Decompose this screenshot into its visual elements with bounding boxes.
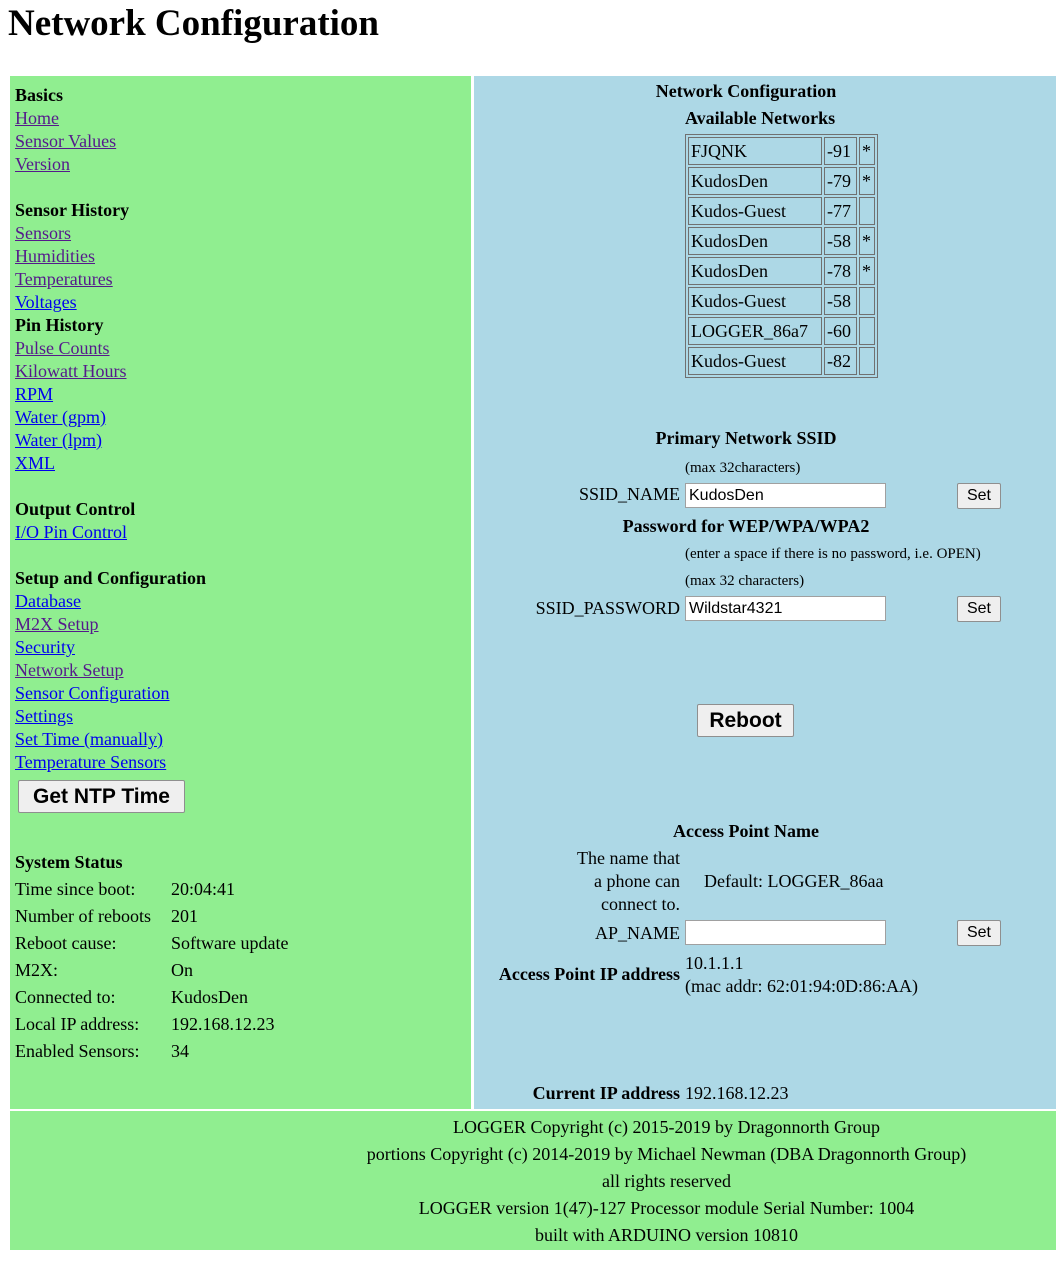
- network-rssi-cell: -60: [824, 317, 857, 345]
- available-networks-heading: Available Networks: [685, 108, 836, 128]
- network-ssid-cell: KudosDen: [688, 227, 822, 255]
- nav-link-set-time-manually[interactable]: Set Time (manually): [15, 729, 163, 749]
- section-heading-setup: Setup and Configuration: [15, 568, 207, 588]
- nav-link-sensor-configuration[interactable]: Sensor Configuration: [15, 683, 170, 703]
- status-value-reboot-cause: Software update: [171, 933, 289, 953]
- status-value-connected: KudosDen: [171, 987, 248, 1007]
- status-heading: System Status: [15, 852, 123, 872]
- nav-link-xml[interactable]: XML: [15, 453, 55, 473]
- footer-build-line: built with ARDUINO version 10810: [535, 1225, 798, 1245]
- main-content: [474, 76, 1056, 1109]
- status-label-local-ip: Local IP address:: [15, 1014, 140, 1034]
- ap-ip-label: Access Point IP address: [498, 964, 680, 984]
- network-rssi-cell: -58: [824, 227, 857, 255]
- footer-version-line: LOGGER version 1(47)-127 Processor module Serial Number: 1004: [418, 1198, 915, 1218]
- status-label-connected: Connected to:: [15, 987, 116, 1007]
- password-note-open: (enter a space if there is no password, i.e. OPEN): [685, 546, 981, 562]
- nav-link-io-pin-control[interactable]: I/O Pin Control: [15, 522, 128, 542]
- ap-description-line-1: The name that: [577, 848, 680, 868]
- nav-link-water-gpm[interactable]: Water (gpm): [15, 407, 107, 427]
- section-heading-pin-history: Pin History: [15, 315, 104, 335]
- footer-rights-line: all rights reserved: [602, 1171, 731, 1191]
- network-ssid-cell: FJQNK: [688, 137, 822, 165]
- network-row: [688, 317, 875, 345]
- nav-link-home[interactable]: Home: [15, 108, 59, 128]
- nav-link-pulse-counts[interactable]: Pulse Counts: [15, 338, 110, 358]
- sidebar: [10, 76, 471, 1109]
- networks-table: [685, 134, 878, 378]
- ssid-name-input[interactable]: [685, 483, 886, 508]
- status-label-enabled-sensors: Enabled Sensors:: [15, 1041, 140, 1061]
- network-rssi-cell: -77: [824, 197, 857, 225]
- nav-link-kilowatt-hours[interactable]: Kilowatt Hours: [15, 361, 127, 381]
- network-rssi-cell: -91: [824, 137, 857, 165]
- network-rssi-cell: -79: [824, 167, 857, 195]
- status-value-time-since-boot: 20:04:41: [171, 879, 236, 899]
- network-row: [688, 197, 875, 225]
- status-value-local-ip: 192.168.12.23: [171, 1014, 275, 1034]
- network-ssid-cell: LOGGER_86a7: [688, 317, 822, 345]
- network-security-cell: [859, 347, 875, 375]
- ssid-set-button[interactable]: Set: [957, 483, 1001, 509]
- network-ssid-cell: KudosDen: [688, 167, 822, 195]
- network-security-cell: *: [859, 167, 875, 195]
- nav-link-network-setup[interactable]: Network Setup: [15, 660, 124, 680]
- status-label-m2x: M2X:: [15, 960, 59, 980]
- password-set-button[interactable]: Set: [957, 596, 1001, 622]
- primary-ssid-heading: Primary Network SSID: [655, 428, 837, 448]
- network-security-cell: [859, 287, 875, 315]
- network-security-cell: *: [859, 257, 875, 285]
- current-ip-value: 192.168.12.23: [685, 1083, 789, 1103]
- section-heading-basics: Basics: [15, 85, 64, 105]
- section-heading-sensor-history: Sensor History: [15, 200, 130, 220]
- ap-name-input[interactable]: [685, 920, 886, 945]
- network-ssid-cell: Kudos-Guest: [688, 197, 822, 225]
- ap-name-set-button[interactable]: Set: [957, 920, 1001, 946]
- nav-link-sensor-values[interactable]: Sensor Values: [15, 131, 117, 151]
- network-security-cell: *: [859, 137, 875, 165]
- network-row: [688, 227, 875, 255]
- status-label-reboots: Number of reboots: [15, 906, 151, 926]
- footer-portions-line: portions Copyright (c) 2014-2019 by Michael Newman (DBA Dragonnorth Group): [366, 1144, 967, 1164]
- nav-link-water-lpm[interactable]: Water (lpm): [15, 430, 103, 450]
- network-security-cell: *: [859, 227, 875, 255]
- ssid-password-input[interactable]: [685, 596, 886, 621]
- page-title: Network Configuration: [8, 3, 380, 44]
- nav-link-version[interactable]: Version: [15, 154, 70, 174]
- section-heading-output-control: Output Control: [15, 499, 136, 519]
- network-rssi-cell: -58: [824, 287, 857, 315]
- get-ntp-time-button[interactable]: Get NTP Time: [18, 780, 185, 813]
- network-row: [688, 347, 875, 375]
- network-rssi-cell: -78: [824, 257, 857, 285]
- footer: [10, 1111, 1056, 1250]
- password-max-note: (max 32 characters): [685, 573, 805, 589]
- network-row: [688, 167, 875, 195]
- status-value-reboots: 201: [171, 906, 198, 926]
- ssid-name-label: SSID_NAME: [578, 484, 680, 504]
- ap-description-line-3: connect to.: [601, 894, 680, 914]
- status-value-enabled-sensors: 34: [171, 1041, 189, 1061]
- ap-mac-address: (mac addr: 62:01:94:0D:86:AA): [685, 976, 918, 996]
- nav-link-database[interactable]: Database: [15, 591, 81, 611]
- access-point-heading: Access Point Name: [673, 821, 819, 841]
- nav-link-sensors[interactable]: Sensors: [15, 223, 72, 243]
- nav-link-rpm[interactable]: RPM: [15, 384, 54, 404]
- main-heading: Network Configuration: [655, 81, 837, 101]
- network-ssid-cell: Kudos-Guest: [688, 347, 822, 375]
- nav-link-temperatures[interactable]: Temperatures: [15, 269, 113, 289]
- password-heading: Password for WEP/WPA/WPA2: [622, 516, 870, 536]
- network-row: [688, 287, 875, 315]
- ap-default-name: Default: LOGGER_86aa: [704, 871, 884, 891]
- nav-link-m2x-setup[interactable]: M2X Setup: [15, 614, 99, 634]
- nav-link-voltages[interactable]: Voltages: [15, 292, 77, 312]
- network-rssi-cell: -82: [824, 347, 857, 375]
- footer-copyright-line: LOGGER Copyright (c) 2015-2019 by Dragonnorth Group: [453, 1117, 880, 1137]
- network-security-cell: [859, 317, 875, 345]
- ssid-password-label: SSID_PASSWORD: [535, 598, 680, 618]
- status-label-time-since-boot: Time since boot:: [15, 879, 136, 899]
- ap-name-label: AP_NAME: [594, 923, 680, 943]
- nav-link-temperature-sensors[interactable]: Temperature Sensors: [15, 752, 167, 772]
- status-label-reboot-cause: Reboot cause:: [15, 933, 117, 953]
- network-row: [688, 257, 875, 285]
- ssid-max-note: (max 32characters): [685, 460, 801, 476]
- reboot-button[interactable]: Reboot: [697, 704, 794, 737]
- ap-description-line-2: a phone can: [594, 871, 680, 891]
- status-value-m2x: On: [171, 960, 193, 980]
- ap-ip-value: 10.1.1.1: [685, 953, 744, 973]
- nav-link-settings[interactable]: Settings: [15, 706, 74, 726]
- network-ssid-cell: Kudos-Guest: [688, 287, 822, 315]
- network-row: [688, 137, 875, 165]
- nav-link-security[interactable]: Security: [15, 637, 75, 657]
- current-ip-label: Current IP address: [532, 1083, 680, 1103]
- network-security-cell: [859, 197, 875, 225]
- network-ssid-cell: KudosDen: [688, 257, 822, 285]
- nav-link-humidities[interactable]: Humidities: [15, 246, 95, 266]
